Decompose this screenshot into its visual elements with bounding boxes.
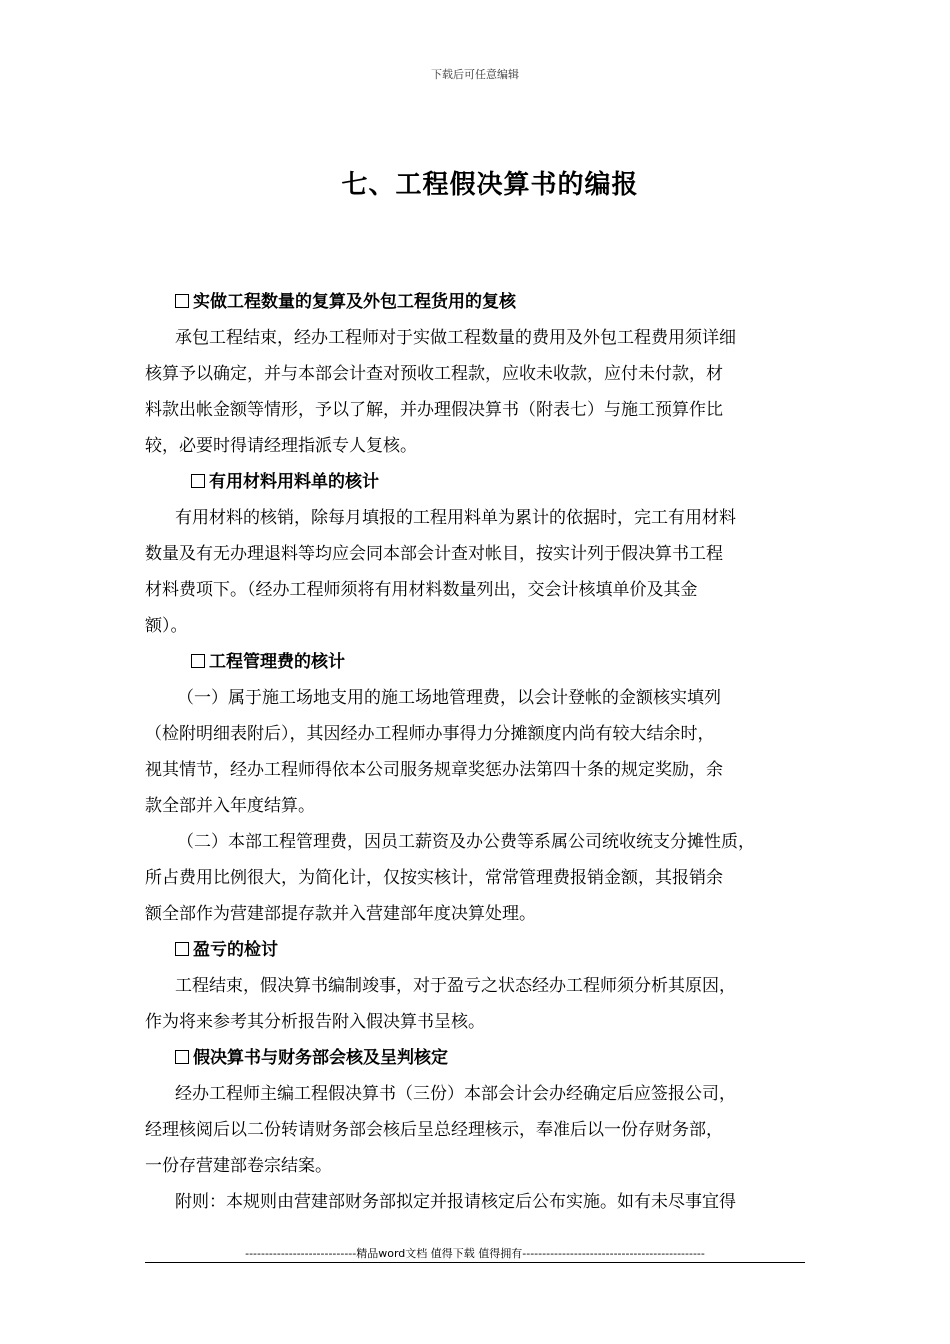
section-heading [145,932,810,968]
body-text-line: 数量及有无办理退料等均应会同本部会计查对帐目，按实计列于假决算书工程 [145,544,723,564]
page-footer-note: ----------------------------精品word文档 值得下载 值得拥有---------------------------------------------- [245,1247,705,1260]
section-heading [145,284,810,320]
section-heading-text: 实做工程数量的复算及外包工程货用的复核 [193,292,516,312]
body-text-line: 所占费用比例很大，为简化计，仅按实核计，常常管理费报销金额，其报销余 [145,868,723,888]
section-heading [145,1040,810,1076]
body-text-line: 工程结束，假决算书编制竣事，对于盈亏之状态经办工程师须分析其原因， [175,976,736,996]
body-text-line: 经办工程师主编工程假决算书（三份）本部会计会办经确定后应签报公司， [175,1084,736,1104]
checkbox-square-icon [175,1050,189,1064]
body-text-line: （检附明细表附后），其因经办工程师办事得力分摊额度内尚有较大结余时， [145,724,715,744]
section-heading [145,644,810,680]
body-text-line: 作为将来参考其分析报告附入假决算书呈核。 [145,1012,485,1032]
body-text-line: （二）本部工程管理费，因员工薪资及办公费等系属公司统收统支分摊性质， [177,832,755,852]
section-heading-text: 工程管理费的核计 [209,652,345,672]
body-text-line: （一）属于施工场地支用的施工场地管理费，以会计登帐的金额核实填列 [177,688,721,708]
body-text-line: 承包工程结束，经办工程师对于实做工程数量的费用及外包工程费用须详细 [175,328,736,348]
checkbox-square-icon [175,942,189,956]
body-text-line: 有用材料的核销，除每月填报的工程用料单为累计的依据时，完工有用材料 [175,508,736,528]
body-text-line: 料款出帐金额等情形，予以了解，并办理假决算书（附表七）与施工预算作比 [145,400,723,420]
body-text-line: 较，必要时得请经理指派专人复核。 [145,436,417,456]
section-heading-text: 有用材料用料单的核计 [209,472,379,492]
body-text-line: 额全部作为营建部提存款并入营建部年度决算处理。 [145,904,536,924]
body-text-line: 额）。 [145,616,188,636]
section-heading [145,464,810,500]
footer-divider [145,1262,805,1263]
page-header-note: 下载后可任意编辑 [431,68,519,81]
section-heading-text: 假决算书与财务部会核及呈判核定 [193,1048,448,1068]
body-text-line: 经理核阅后以二份转请财务部会核后呈总经理核示，奉准后以一份存财务部， [145,1120,723,1140]
body-text-line: 款全部并入年度结算。 [145,796,315,816]
document-body [145,284,810,1220]
body-text-line: 附则：本规则由营建部财务部拟定并报请核定后公布实施。如有未尽事宜得 [175,1192,736,1212]
document-title: 七、工程假决算书的编报 [341,170,639,200]
checkbox-square-icon [175,294,189,308]
body-text-line: 一份存营建部卷宗结案。 [145,1156,332,1176]
body-text-line: 材料费项下。（经办工程师须将有用材料数量列出，交会计核填单价及其金 [145,580,698,600]
checkbox-square-icon [191,654,205,668]
body-text-line: 视其情节，经办工程师得依本公司服务规章奖惩办法第四十条的规定奖励，余 [145,760,723,780]
checkbox-square-icon [191,474,205,488]
section-heading-text: 盈亏的检讨 [193,940,278,960]
body-text-line: 核算予以确定，并与本部会计查对预收工程款，应收未收款，应付未付款，材 [145,364,723,384]
